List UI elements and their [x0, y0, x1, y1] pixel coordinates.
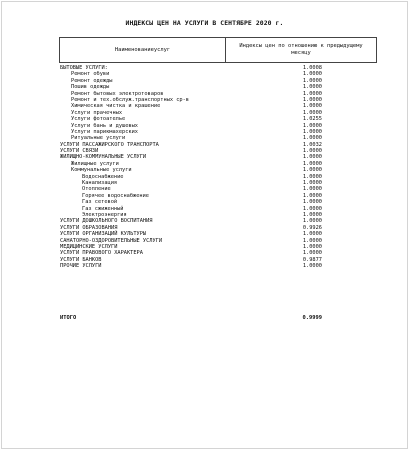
row-value: 1.0008 — [302, 65, 322, 71]
row-value: 0.9877 — [302, 256, 322, 263]
row-value: 1.0000 — [302, 263, 322, 270]
table-header — [59, 37, 377, 63]
row-value: 1.0000 — [302, 205, 322, 212]
row-value: 1.0000 — [302, 96, 322, 103]
row-label: Горячее водоснабжение — [82, 192, 149, 199]
total-value: 0.9999 — [302, 315, 322, 321]
row-value: 1.0000 — [302, 122, 322, 129]
row-value: 1.0000 — [302, 250, 322, 257]
row-label: ЖИЛИЩНО-КОММУНАЛЬНЫЕ УСЛУГИ — [60, 154, 147, 161]
row-label: МЕДИЦИНСКИЕ УСЛУГИ — [60, 243, 118, 250]
row-value: 1.0000 — [302, 243, 322, 250]
total-label: ИТОГО — [60, 315, 77, 321]
row-label: УСЛУГИ БАНКОВ — [60, 256, 102, 263]
row-label: Ремонт и тех.обслуж.транспортных ср-в — [71, 96, 189, 103]
row-label: Жилищные услуги — [71, 160, 119, 167]
row-value: 1.0000 — [302, 160, 322, 167]
row-value: 1.0000 — [302, 148, 322, 155]
total-row — [60, 315, 322, 322]
row-label: Канализация — [82, 180, 118, 187]
row-label: Ремонт бытовых электротоваров — [71, 90, 164, 97]
row-label: Ритуальные услуги — [71, 135, 126, 142]
row-label: Услуги парикмахерских — [71, 128, 138, 135]
row-value: 1.0255 — [302, 116, 322, 123]
header-price-index: Индексы цен по отношению к предыдущему месяцу — [239, 43, 363, 56]
row-value: 1.0000 — [302, 180, 322, 187]
row-label: Химическая чистка и крашение — [71, 103, 161, 110]
row-label: Коммунальные услуги — [71, 167, 132, 174]
row-value: 1.0000 — [302, 167, 322, 174]
price-index-table — [60, 65, 322, 270]
row-value: 1.0000 — [302, 135, 322, 142]
row-label: Ремонт одежды — [71, 77, 113, 84]
row-value: 1.0000 — [302, 211, 322, 218]
row-label: Услуги прачечных — [71, 109, 123, 116]
row-value: 1.0000 — [302, 192, 322, 199]
table-row — [60, 263, 322, 269]
row-value: 1.0000 — [302, 173, 322, 180]
row-value: 1.0000 — [302, 186, 322, 193]
row-label: САНАТОРНО-ОЗДОРОВИТЕЛЬНЫЕ УСЛУГИ — [60, 237, 163, 244]
row-label: Отопление — [82, 186, 111, 193]
row-value: 1.0032 — [302, 141, 322, 148]
document-title: ИНДЕКСЫ ЦЕН НА УСЛУГИ В СЕНТЯБРЕ 2020 г. — [125, 19, 284, 27]
row-value: 1.0000 — [302, 71, 322, 78]
document-page — [1, 1, 408, 449]
row-value: 1.0000 — [302, 103, 322, 110]
header-service-name: Наименованиеуслуг — [60, 38, 226, 62]
row-value: 1.0000 — [302, 77, 322, 84]
row-value: 0.9926 — [302, 224, 322, 231]
row-label: УСЛУГИ ПРАВОВОГО ХАРАКТЕРА — [60, 250, 143, 257]
row-label: УСЛУГИ СВЯЗИ — [60, 148, 99, 155]
row-label: Водоснабжение — [82, 173, 124, 180]
row-value: 1.0000 — [302, 109, 322, 116]
row-label: БЫТОВЫЕ УСЛУГИ: — [60, 65, 108, 71]
row-label: Газ сетевой — [82, 199, 118, 206]
row-label: Газ сжиженный — [82, 205, 124, 212]
row-label: Электроэнергия — [82, 211, 127, 218]
row-value: 1.0000 — [302, 84, 322, 91]
row-label: УСЛУГИ ДОШКОЛЬНОГО ВОСПИТАНИЯ — [60, 218, 153, 225]
row-label: Ремонт обуви — [71, 71, 110, 78]
row-value: 1.0000 — [302, 199, 322, 206]
row-value: 1.0000 — [302, 218, 322, 225]
row-label: УСЛУГИ ОРГАНИЗАЦИЙ КУЛЬТУРЫ — [60, 231, 147, 238]
row-value: 1.0000 — [302, 154, 322, 161]
row-label: УСЛУГИ ПАССАЖИРСКОГО ТРАНСПОРТА — [60, 141, 159, 148]
row-value: 1.0000 — [302, 231, 322, 238]
row-label: УСЛУГИ ОБРАЗОВАНИЯ — [60, 224, 118, 231]
row-label: Услуги фотоательe — [71, 116, 126, 123]
row-label: Услуги бань и душевых — [71, 122, 138, 129]
row-value: 1.0000 — [302, 90, 322, 97]
row-value: 1.0000 — [302, 128, 322, 135]
row-label: ПРОЧИЕ УСЛУГИ — [60, 263, 102, 270]
row-label: Пошив одежды — [71, 84, 110, 91]
row-value: 1.0000 — [302, 237, 322, 244]
